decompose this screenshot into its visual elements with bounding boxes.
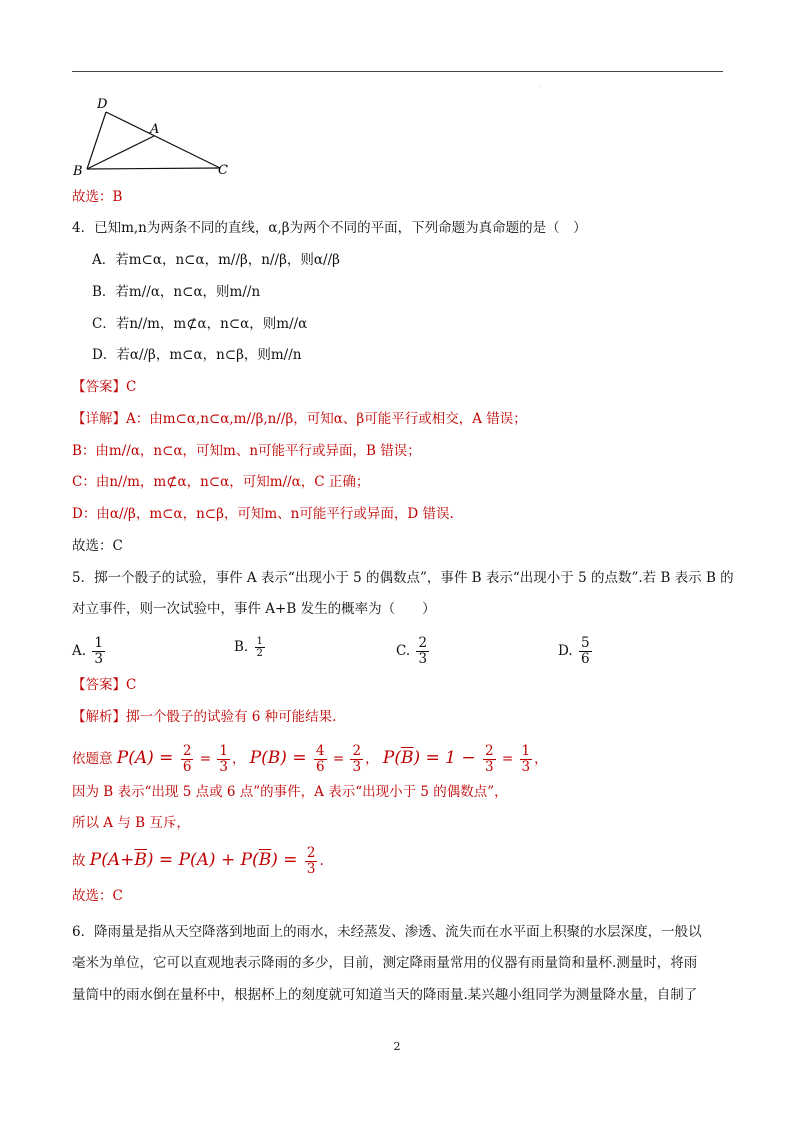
q4-option-c: C．若n//m，m⊄α，n⊂α，则m//α xyxy=(92,316,308,332)
result-formula: $P(A+\overline{B}) = P(A) + P(\overline{B})$ = xyxy=(89,850,303,870)
label-c: C xyxy=(218,163,228,178)
pa-formula: P(A) = xyxy=(116,748,179,768)
q3-answer: 故选：B xyxy=(72,189,123,205)
q5-answer: 【答案】C xyxy=(72,677,137,693)
q6-line-1: 6．降雨量是指从天空降落到地面上的雨水，未经蒸发、渗透、流失而在水平面上积聚的水层深度，一般以 xyxy=(72,924,702,940)
q5-option-a-value: $\frac{1}{3}$ xyxy=(94,635,103,667)
q5-probabilities: 依题意 P(A) = $\frac{2}{6}$ = $\frac{1}{3}$ ， P(B) = $\frac{4}{6}$ = $\frac{2}{3}$ ， $P(\overline{B}) = 1$ − $\frac{2}{3}$ = $\frac{1}{3}$ ， xyxy=(72,743,548,775)
q4-answer: 【答案】C xyxy=(72,379,137,395)
edge-ba xyxy=(87,136,154,169)
q5-option-b xyxy=(234,636,267,659)
q5-analysis: 【解析】掷一个骰子的试验有 6 种可能结果. xyxy=(72,709,337,725)
triangle-figure xyxy=(70,94,240,184)
q5-option-a-label: A. xyxy=(72,643,87,659)
q4-final: 故选：C xyxy=(72,538,123,554)
q4-option-d: D．若α//β，m⊂α，n⊂β，则m//n xyxy=(92,347,302,363)
edge-dc xyxy=(106,112,220,168)
q5-stem-1: 5．掷一个骰子的试验，事件 A 表示“出现小于 5 的偶数点”，事件 B 表示“出现小于 5 的点数”.若 B 表示 B 的 xyxy=(72,570,734,586)
q4-option-b: B．若m//α，n⊂α，则m//n xyxy=(92,284,261,300)
q5-by-question: 依题意 xyxy=(72,751,113,767)
q6-line-3: 量筒中的雨水倒在量杯中，根据杯上的刻度就可知道当天的降雨量.某兴趣小组同学为测量降水量，自制了 xyxy=(72,987,698,1003)
q5-hence: 故 $P(A+\overline{B}) = P(A) + P(\overline{B})$ = $\frac{2}{3}$ . xyxy=(72,845,324,877)
q5-option-c xyxy=(396,636,431,667)
q5-final: 故选：C xyxy=(72,888,123,904)
page-number: 2 xyxy=(393,1040,401,1053)
q4-option-a: A．若m⊂α，n⊂α，m//β，n//β，则α//β xyxy=(92,252,340,268)
pbbar-formula: $P(\overline{B}) = 1$ − xyxy=(382,748,482,768)
q5-option-c-label: C. xyxy=(396,643,411,659)
q4-explain-3: C：由n//m，m⊄α，n⊂α，可知m//α，C 正确； xyxy=(72,474,370,490)
pb-formula: P(B) = xyxy=(249,748,312,768)
q5-because: 因为 B 表示“出现 5 点或 6 点”的事件，A 表示“出现小于 5 的偶数点”， xyxy=(72,784,508,800)
q5-hence-label: 故 xyxy=(72,853,86,869)
q5-option-b-value: $\frac{1}{2}$ xyxy=(256,636,263,659)
q6-line-2: 毫米为单位，它可以直观地表示降雨的多少，目前，测定降雨量常用的仪器有雨量筒和量杯.测量时，将雨 xyxy=(72,955,698,971)
q4-explain-1: 【详解】A：由m⊂α,n⊂α,m//β,n//β，可知α、β可能平行或相交，A 错误； xyxy=(72,411,527,427)
label-d: D xyxy=(97,97,108,112)
header-rule xyxy=(72,71,723,72)
label-a: A xyxy=(150,122,160,137)
q4-explain-4: D：由α//β，m⊂α，n⊂β，可知m、n可能平行或异面，D 错误. xyxy=(72,506,454,522)
q5-option-d-label: D. xyxy=(558,643,573,659)
q5-option-d-value: $\frac{5}{6}$ xyxy=(580,635,590,667)
q4-explain-2: B：由m//α，n⊂α，可知m、n可能平行或异面，B 错误； xyxy=(72,443,421,459)
q5-stem-2: 对立事件，则一次试验中，事件 A+B 发生的概率为（ ） xyxy=(72,601,436,617)
header-mark: · xyxy=(540,84,542,91)
q4-stem: 4．已知m,n为两条不同的直线，α,β为两个不同的平面，下列命题为真命题的是（ ） xyxy=(72,220,587,236)
q5-option-a xyxy=(72,636,107,667)
q5-option-b-label: B. xyxy=(234,639,249,655)
q5-option-c-value: $\frac{2}{3}$ xyxy=(418,635,428,667)
edge-bc xyxy=(87,168,220,169)
q5-so: 所以 A 与 B 互斥， xyxy=(72,815,190,831)
label-b: B xyxy=(73,164,83,179)
q5-option-d xyxy=(558,636,594,667)
